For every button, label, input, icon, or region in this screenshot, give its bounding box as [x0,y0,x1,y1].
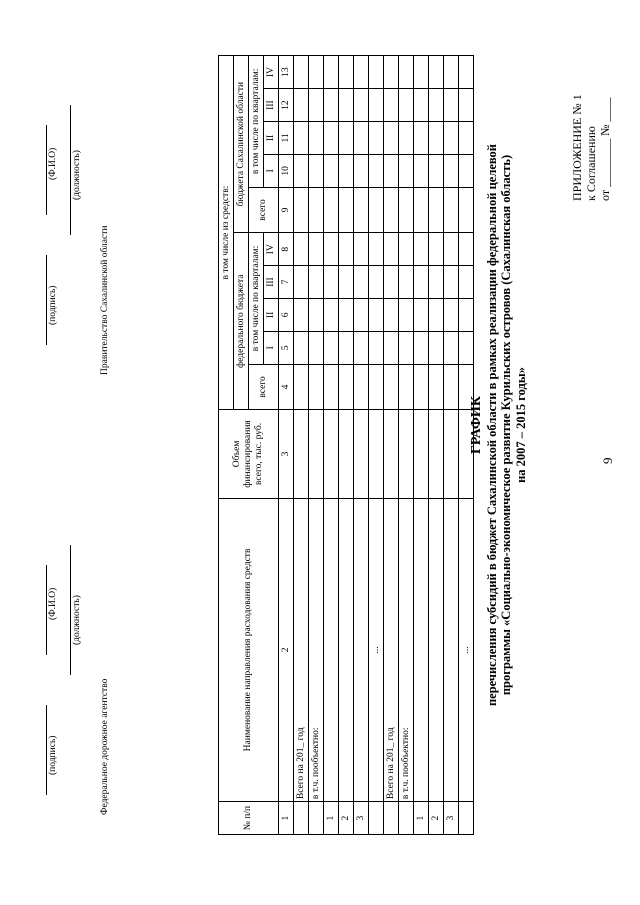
title-line-2: программы «Социально-экономическое развитие Курильских островов (Сахалинская область) [499,154,513,696]
appendix-ref: к Соглашению [584,126,598,201]
appendix-block [570,94,612,201]
table-row: 1 [324,56,339,835]
left-signature-label: (подпись) [48,735,58,775]
table-row: Всего на 201_ год [294,56,309,835]
quarter-label: III [264,266,279,299]
quarter-label: II [264,122,279,155]
header-federal: федерального бюджета [234,233,249,410]
page-number: 9 [600,457,615,464]
quarter-label: II [264,298,279,331]
quarter-label: I [264,331,279,364]
table-row: 3 [354,56,369,835]
table-row: ... [459,56,474,835]
document-title [470,105,528,745]
quarter-label: I [264,154,279,187]
title-line-1: перечисления субсидий в бюджет Сахалинской области в рамках реализации федеральной целевой [484,143,499,707]
right-fio-label: (Ф.И.О) [48,147,58,180]
appendix-date: от ________ № ____ [598,97,612,201]
header-row-1 [219,56,234,835]
header-incl: в том числе из средств: [219,56,234,410]
right-signature-org: Правительство Сахалинской области [100,225,110,375]
header-num: № п/п [219,802,279,835]
table-row: 1 [414,56,429,835]
header-reg-total: всего [249,187,279,233]
title-heading: ГРАФИК [469,396,484,454]
left-position-label: (должность) [72,595,82,645]
left-fio-label: (Ф.И.О) [48,587,58,620]
header-fed-quarters: в том числе по кварталам: [249,233,264,364]
header-reg-quarters: в том числе по кварталам: [249,56,264,188]
quarter-label: IV [264,233,279,266]
title-line-3: на 2007 – 2015 годы» [513,367,528,483]
table-row: 2 [339,56,354,835]
left-position-line [70,545,71,675]
right-fio-line [46,125,47,215]
table-row: 3 [444,56,459,835]
left-signature-org: Федеральное дорожное агентство [100,678,110,815]
table-row: 2 [429,56,444,835]
right-signature-line [46,255,47,345]
table-row: ... [369,56,384,835]
header-volume: Объем финансирования всего, тыс. руб. [219,410,279,499]
appendix-title: ПРИЛОЖЕНИЕ № 1 [570,94,584,201]
right-signature-label: (подпись) [48,285,58,325]
left-fio-line [46,565,47,655]
table-row: в т.ч. пообъектно: [399,56,414,835]
header-fed-total: всего [249,364,279,410]
quarter-label: IV [264,56,279,89]
right-position-line [70,105,71,235]
right-position-label: (должность) [72,150,82,200]
left-signature-line [46,705,47,795]
column-numbers-row: 1 2 3 4 5 6 7 8 9 10 11 12 13 [279,56,294,835]
table-row: в т.ч. пообъектно: [309,56,324,835]
quarter-label: III [264,89,279,122]
table-row: Всего на 201_ год [384,56,399,835]
schedule-table [218,55,474,835]
header-name: Наименование направления расходования средств [219,498,279,801]
header-regional: бюджета Сахалинской области [234,56,249,233]
